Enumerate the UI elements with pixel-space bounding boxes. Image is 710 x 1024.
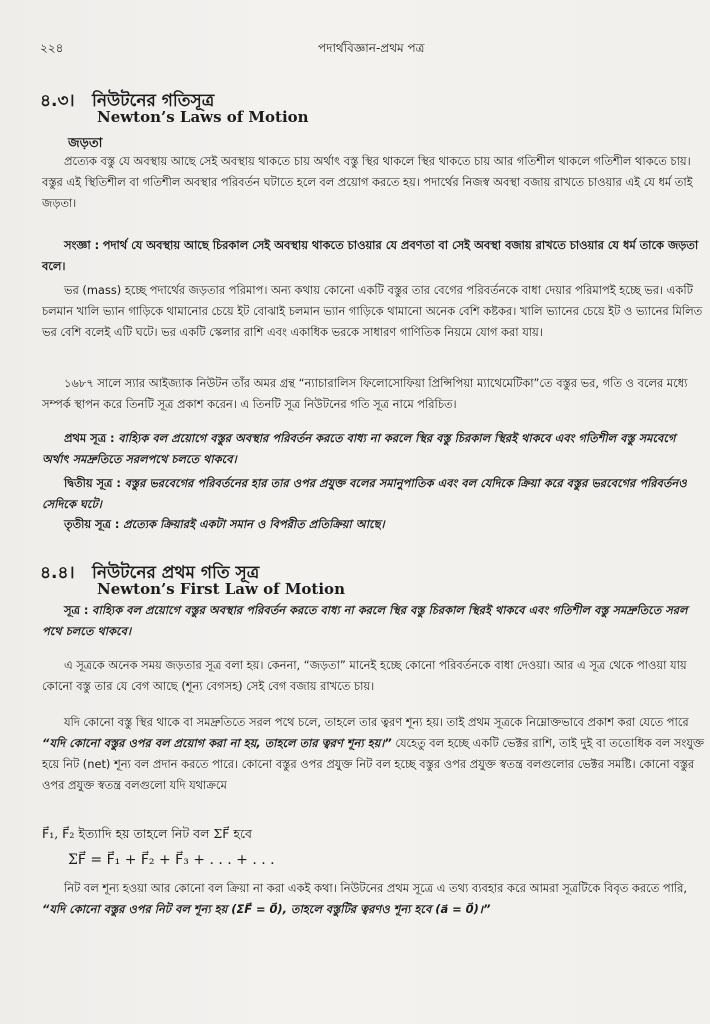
p3-start: যদি কোনো বস্তু স্থির থাকে বা সমদ্রুতিতে সরল পথে চলে, তাহলে তার ত্বরণ শূন্য হয়। তাই প্রথম সূত্রকে নিম্নোক্তভাবে প্রকাশ করা যেতে পারে <box>64 715 689 729</box>
law-1-text: বাহ্যিক বল প্রয়োগে বস্তুর অবস্থার পরিবর্তন করতে বাধ্য না করলে স্থির বস্তু চিরকাল স্থিরই থাকবে এবং গতিশীল বস্তু সমবেগে অর্থাৎ সমদ্রুতিতে সরলপথে চলতে থাকবে। <box>42 431 676 466</box>
law-3-text: প্রত্যেক ক্রিয়ারই একটা সমান ও বিপরীত প্রতিক্রিয়া আছে। <box>123 517 385 531</box>
paragraph-first-law-statement <box>42 600 705 642</box>
law-2-text: বস্তুর ভরবেগের পরিবর্তনের হার তার ওপর প্রযুক্ত বলের সমানুপাতিক এবং বল যেদিকে ক্রিয়া করে বস্তুর ভরবেগের পরিবর্তনও সেদিকে ঘটে। <box>42 476 687 511</box>
section-title-bn: নিউটনের গতিসূত্র <box>92 91 215 111</box>
section-number: ৪.৩। <box>40 91 75 111</box>
p3-quote: “যদি কোনো বস্তুর ওপর বল প্রয়োগ করা না হয়, তাহলে তার ত্বরণ শূন্য হয়।” <box>42 736 392 750</box>
page-header <box>40 40 690 60</box>
section-title-en: Newton’s First Law of Motion <box>97 580 345 598</box>
paragraph-net-force-zero <box>42 878 705 920</box>
net-force-formula: ΣF⃗ = F⃗₁ + F⃗₂ + F⃗₃ + . . . + . . . <box>68 852 275 868</box>
paragraph-law-1 <box>42 428 705 470</box>
section-title-bn: নিউটনের প্রথম গতি সূত্র <box>92 563 260 583</box>
law-2-label: দ্বিতীয় সূত্র : <box>64 476 121 490</box>
p5-start: নিট বল শূন্য হওয়া আর কোনো বল ক্রিয়া না করা একই কথা। নিউটনের প্রথম সূত্রে এ তথ্য ব্যবহার করে আমরা সূত্রটিকে বিবৃত করতে পারি, <box>64 881 688 895</box>
statement-label: সূত্র : <box>64 603 89 617</box>
section-number: ৪.৪। <box>40 563 75 583</box>
running-title: পদার্থবিজ্ঞান-প্রথম পত্র <box>318 41 425 55</box>
law-3-label: তৃতীয় সূত্র : <box>64 517 120 531</box>
paragraph-mass: ভর (mass) হচ্ছে পদার্থের জড়তার পরিমাপ। অন্য কথায় কোনো একটি বস্তুর তার বেগের পরিবর্তনকে বাধা দেয়ার পরিমাপই হচ্ছে ভর। একটি চলমান খালি ভ্যান গাড়িকে থামানোর চেয়ে ইট বোঝাই চলমান ভ্যান গাড়িকে থামানো অনেক বেশি কষ্টকর। খালি ভ্যানের চেয়ে ইট ও ভ্যানের মিলিত ভর বেশি বলেই এটি ঘটে। ভর একটি স্কেলার রাশি এবং একাধিক ভরকে সাধারণ গাণিতিক নিয়মে যোগ করা যায়। <box>42 283 703 339</box>
law-1-label: প্রথম সূত্র : <box>64 431 115 445</box>
paragraph-definition <box>42 235 705 277</box>
paragraph-law-of-inertia: এ সূত্রকে অনেক সময় জড়তার সূত্র বলা হয়। কেননা, “জড়তা” মানেই হচ্ছে কোনো পরিবর্তনকে বাধা দেওয়া। আর এ সূত্র থেকে পাওয়া যায় কোনো বস্তু তার যে বেগ আছে (শূন্য বেগসহ) সেই বেগ বজায় রাখতে চায়। <box>42 658 687 693</box>
subheading-inertia: জড়তা <box>68 136 103 151</box>
p3-end: যেহেতু বল হচ্ছে একটি ভেক্টর রাশি, তাই দুই বা ততোধিক বল সংযুক্ত হয়ে নিট (net) শূন্য বল প্রদান করতে পারে। কোনো বস্তুর ওপর প্রযুক্ত নিট বল হচ্ছে বস্তুর ওপর প্রযুক্ত স্বতন্ত্র বলগুলোর ভেক্টর সমষ্টি। কোনো বস্তুর ওপর প্রযুক্ত স্বতন্ত্র বলগুলো যদি যথাক্রমে <box>42 736 704 792</box>
paragraph-principia: ১৬৮৭ সালে স্যার আইজ্যাক নিউটন তাঁর অমর গ্রন্থ “ন্যাচারালিস ফিলোসোফিয়া প্রিন্সিপিয়া ম্যাথেমেটিকা”তে বস্তুর ভর, গতি ও বলের মধ্যে সম্পর্ক স্থাপন করে তিনটি সূত্র প্রকাশ করেন। এ তিনটি সূত্র নিউটনের গতি সূত্র নামে পরিচিত। <box>42 376 688 411</box>
definition-label: সংজ্ঞা : <box>64 238 100 252</box>
definition-text: পদার্থ যে অবস্থায় আছে চিরকাল সেই অবস্থায় থাকতে চাওয়ার যে প্রবণতা বা সেই অবস্থা বজায় রাখতে চাওয়ার যে ধর্ম তাকে জড়তা বলে। <box>42 238 699 273</box>
paragraph-zero-acceleration <box>42 712 705 796</box>
p5-quote: “যদি কোনো বস্তুর ওপর নিট বল শূন্য হয় (ΣF⃗ = 0⃗), তাহলে বস্তুটির ত্বরণও শূন্য হবে (a⃗ = 0⃗)।” <box>42 902 491 916</box>
paragraph-law-3 <box>42 514 705 535</box>
vector-forces-line: F⃗₁, F⃗₂ ইত্যাদি হয় তাহলে নিট বল ΣF⃗ হবে <box>42 826 252 841</box>
statement-text: বাহ্যিক বল প্রয়োগে বস্তুর অবস্থার পরিবর্তন করতে বাধ্য না করলে স্থির বস্তু চিরকাল স্থিরই থাকবে এবং গতিশীল বস্তু সমদ্রুতিতে সরল পথে চলতে থাকবে। <box>42 603 688 638</box>
paragraph-law-2 <box>42 473 705 515</box>
page-number: ২২৪ <box>40 41 64 55</box>
paragraph-inertia-intro: প্রত্যেক বস্তু যে অবস্থায় আছে সেই অবস্থায় থাকতে চায় অর্থাৎ বস্তু স্থির থাকলে স্থির থাকতে চায় আর গতিশীল থাকলে গতিশীল থাকতে চায়। বস্তুর এই স্থিতিশীল বা গতিশীল অবস্থার পরিবর্তন ঘটাতে হলে বল প্রয়োগ করতে হয়। পদার্থের নিজস্ব অবস্থা বজায় রাখতে চাওয়ার এই যে ধর্ম তাই জড়তা। <box>42 154 693 210</box>
section-title-en: Newton’s Laws of Motion <box>97 108 309 126</box>
